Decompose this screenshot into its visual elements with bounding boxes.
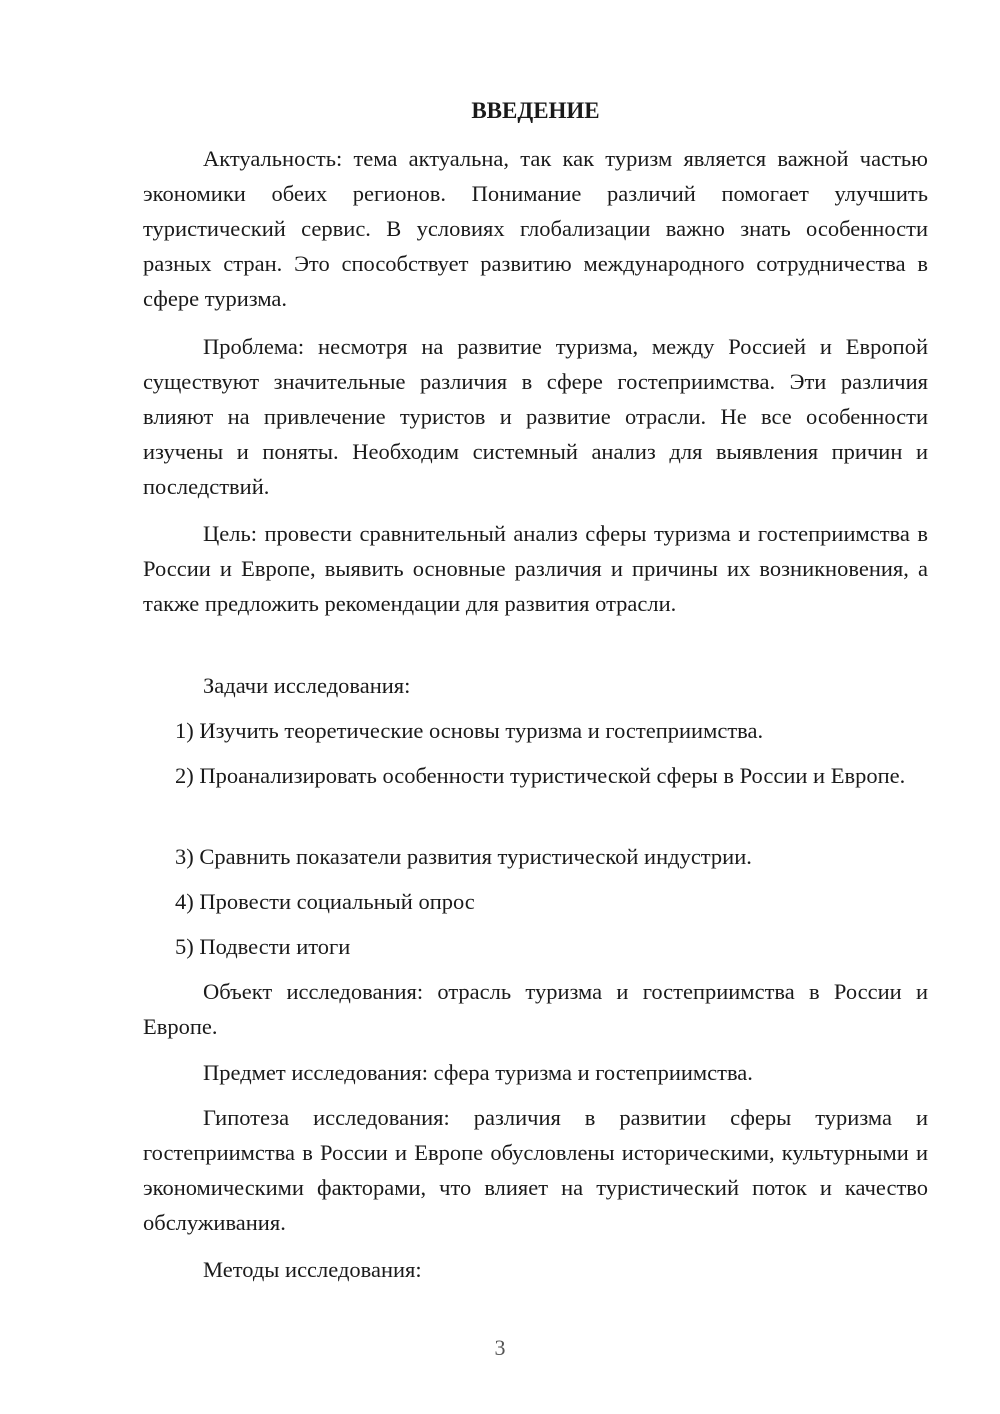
paragraph-goal: Цель: провести сравнительный анализ сферы туризма и гостеприимства в России и Европе, выявить основные различия и причины их возникновения, а также предложить рекомендации для развития отрасли. bbox=[143, 521, 928, 616]
page-number: 3 bbox=[494, 1335, 506, 1360]
task-item-3: 3) Сравнить показатели развития туристической индустрии. bbox=[175, 844, 752, 869]
page-title: ВВЕДЕНИЕ bbox=[471, 98, 600, 123]
task-item-4: 4) Провести социальный опрос bbox=[175, 889, 475, 914]
paragraph-hypothesis: Гипотеза исследования: различия в развитии сферы туризма и гостеприимства в России и Европе обусловлены историческими, культурными и экономическими факторами, что влияет на туристический поток и качество обслуживания. bbox=[143, 1105, 928, 1235]
task-item-2: 2) Проанализировать особенности туристической сферы в России и Европе. bbox=[175, 763, 906, 788]
task-item-5: 5) Подвести итоги bbox=[175, 934, 351, 959]
paragraph-relevance: Актуальность: тема актуальна, так как туризм является важной частью экономики обеих регионов. Понимание различий помогает улучшить туристический сервис. В условиях глобализации важно знать особенности разных стран. Это способствует развитию международного сотрудничества в сфере туризма. bbox=[143, 146, 928, 311]
task-item-1: 1) Изучить теоретические основы туризма и гостеприимства. bbox=[175, 718, 764, 743]
methods-heading: Методы исследования: bbox=[203, 1257, 422, 1282]
paragraph-object: Объект исследования: отрасль туризма и гостеприимства в России и Европе. bbox=[143, 979, 928, 1039]
tasks-heading: Задачи исследования: bbox=[203, 673, 411, 698]
paragraph-subject: Предмет исследования: сфера туризма и гостеприимства. bbox=[203, 1060, 753, 1085]
paragraph-problem: Проблема: несмотря на развитие туризма, между Россией и Европой существуют значительные различия в сфере гостеприимства. Эти различия влияют на привлечение туристов и развитие отрасли. Не все особенности изучены и поняты. Необходим системный анализ для выявления причин и последствий. bbox=[143, 334, 928, 499]
